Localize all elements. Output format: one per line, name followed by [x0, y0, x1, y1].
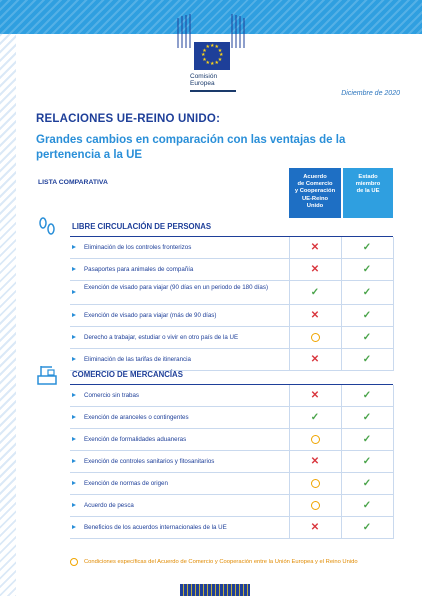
check-icon: ✓: [362, 434, 372, 445]
cross-icon: ✕: [310, 390, 320, 401]
column-divider: [341, 385, 342, 539]
check-icon: ✓: [362, 242, 372, 253]
column-divider: [289, 385, 290, 539]
check-icon: ✓: [362, 287, 372, 298]
cross-icon: ✕: [310, 522, 320, 533]
table-row: [70, 429, 393, 451]
bullet-arrow-icon: [72, 415, 76, 419]
flag-star-icon: ★: [202, 47, 207, 54]
footnote: [70, 558, 380, 566]
column-header-line: UE-Reino: [301, 195, 329, 202]
table-row: [70, 495, 393, 517]
column-header-line: de la UE: [356, 188, 380, 195]
eu-flag-icon: [194, 42, 230, 70]
bullet-arrow-icon: [72, 245, 76, 249]
flag-star-icon: ★: [210, 61, 215, 67]
section-title: COMERCIO DE MERCANCÍAS: [72, 370, 183, 379]
bullet-arrow-icon: [72, 290, 76, 294]
column-header-line: Unido: [306, 202, 324, 209]
column-header-line: miembro: [355, 181, 381, 188]
left-decorative-hatch: [0, 34, 16, 596]
row-label: Exención de visado para viajar (90 días en un periodo de 180 días): [84, 284, 269, 291]
flag-star-icon: ★: [214, 59, 219, 66]
column-divider: [289, 237, 290, 371]
bullet-arrow-icon: [72, 357, 76, 361]
bullet-arrow-icon: [72, 335, 76, 339]
check-icon: ✓: [362, 456, 372, 467]
column-header-line: de Comercio: [297, 181, 333, 188]
column-header-line: y Cooperación: [294, 188, 336, 195]
orange-circle-icon: [70, 558, 78, 566]
table-row: [70, 281, 393, 305]
page-subtitle: Grandes cambios en comparación con las ventajas de la pertenencia a la UE: [36, 134, 346, 161]
check-icon: ✓: [362, 522, 372, 533]
table-row: [70, 349, 393, 371]
comparison-list-label: LISTA COMPARATIVA: [38, 179, 108, 186]
row-label: Comercio sin trabas: [84, 392, 140, 399]
flag-star-icon: ★: [210, 43, 215, 49]
orange-circle-icon: [305, 435, 325, 447]
page-title: RELACIONES UE-REINO UNIDO:: [36, 113, 221, 125]
cross-icon: ✕: [310, 310, 320, 321]
flag-star-icon: ★: [202, 56, 207, 63]
column-header-eu-member: [343, 168, 393, 218]
european-commission-logo: [172, 8, 250, 92]
column-header-tca: [289, 168, 341, 218]
flag-star-icon: ★: [205, 59, 210, 66]
logo-underline: [190, 90, 236, 92]
flag-star-icon: ★: [217, 47, 223, 54]
table-row: [70, 327, 393, 349]
bullet-arrow-icon: [72, 503, 76, 507]
column-header-line: Acuerdo: [303, 174, 327, 180]
cargo-crane-icon: [36, 364, 58, 386]
cross-icon: ✕: [310, 354, 320, 365]
column-divider: [393, 237, 394, 371]
check-icon: ✓: [362, 390, 372, 401]
row-label: Exención de controles sanitarios y fitosanitarios: [84, 458, 215, 465]
check-icon: ✓: [362, 500, 372, 511]
orange-circle-icon: [305, 501, 325, 513]
row-label: Exención de normas de origen: [84, 480, 168, 487]
table-row: [70, 407, 393, 429]
flag-star-icon: ★: [217, 56, 223, 63]
flag-star-icon: ★: [205, 44, 210, 51]
bullet-arrow-icon: [72, 393, 76, 397]
bullet-arrow-icon: [72, 313, 76, 317]
row-label: Beneficios de los acuerdos internacionales de la UE: [84, 524, 227, 531]
table-row: [70, 385, 393, 407]
org-name: Comisión Europea: [190, 73, 218, 87]
bullet-arrow-icon: [72, 481, 76, 485]
flag-star-icon: ★: [214, 44, 219, 51]
table-row: [70, 259, 393, 281]
row-label: Exención de visado para viajar (más de 90 días): [84, 312, 217, 319]
cross-icon: ✕: [310, 456, 320, 467]
row-label: Eliminación de los controles fronterizos: [84, 244, 192, 251]
orange-circle-icon: [305, 479, 325, 491]
table-row: [70, 451, 393, 473]
cross-icon: ✕: [310, 264, 320, 275]
check-icon: ✓: [362, 412, 372, 423]
orange-circle-icon: [305, 333, 325, 345]
bottom-flag-strip: [180, 584, 250, 596]
column-divider: [393, 385, 394, 539]
check-icon: ✓: [362, 264, 372, 275]
row-label: Pasaportes para animales de compañía: [84, 266, 194, 273]
check-icon: ✓: [362, 354, 372, 365]
row-label: Eliminación de las tarifas de itinerancia: [84, 356, 191, 363]
footprints-icon: [36, 216, 58, 238]
section-title: LIBRE CIRCULACIÓN DE PERSONAS: [72, 222, 212, 231]
flag-star-icon: ★: [201, 52, 206, 58]
check-icon: ✓: [362, 332, 372, 343]
footnote-text: Condiciones específicas del Acuerdo de Comercio y Cooperación entre la Unión Europea y el Reino Unido: [84, 559, 358, 565]
check-icon: ✓: [362, 478, 372, 489]
bullet-arrow-icon: [72, 459, 76, 463]
row-label: Exención de aranceles o contingentes: [84, 414, 189, 421]
flag-star-icon: ★: [219, 52, 224, 58]
table-row: [70, 473, 393, 495]
table-row: [70, 305, 393, 327]
column-header-line: Estado: [358, 174, 378, 180]
table-row: [70, 237, 393, 259]
row-label: Derecho a trabajar, estudiar o vivir en otro país de la UE: [84, 334, 239, 341]
check-icon: ✓: [310, 287, 320, 298]
check-icon: ✓: [310, 412, 320, 423]
row-label: Acuerdo de pesca: [84, 502, 134, 509]
publication-date: Diciembre de 2020: [341, 90, 400, 97]
bullet-arrow-icon: [72, 267, 76, 271]
bullet-arrow-icon: [72, 437, 76, 441]
column-divider: [341, 237, 342, 371]
cross-icon: ✕: [310, 242, 320, 253]
table-row: [70, 517, 393, 539]
row-label: Exención de formalidades aduaneras: [84, 436, 187, 443]
check-icon: ✓: [362, 310, 372, 321]
bullet-arrow-icon: [72, 525, 76, 529]
